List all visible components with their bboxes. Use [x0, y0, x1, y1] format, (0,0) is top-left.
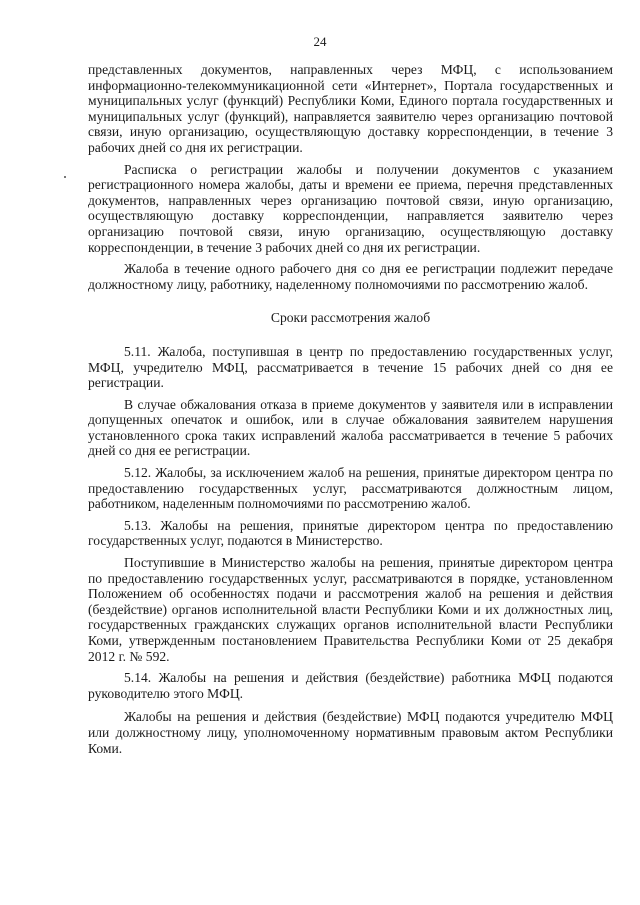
paragraph-5-11: 5.11. Жалоба, поступившая в центр по предоставлению государственных услуг, МФЦ, учредителю МФЦ, рассматривается в течение 15 рабочих дней со дня ее регистрации. [88, 343, 613, 391]
paragraph-mfc-founder: Жалобы на решения и действия (бездействие) МФЦ подаются учредителю МФЦ или должностному лицу, уполномоченному нормативным правовым актом Республики Коми. [88, 709, 613, 756]
paragraph-5-12: 5.12. Жалобы, за исключением жалоб на решения, принятые директором центра по предоставлению государственных услуг, рассматриваются должностным лицом, работником, наделенным полномочиями по рассмотрению жалоб. [88, 465, 613, 512]
document-body [88, 62, 613, 756]
margin-mark [64, 176, 66, 178]
paragraph-5-14: 5.14. Жалобы на решения и действия (бездействие) работника МФЦ подаются руководителю этого МФЦ. [88, 670, 613, 701]
paragraph-receipt: Расписка о регистрации жалобы и получении документов с указанием регистрационного номера жалобы, даты и времени ее приема, перечня представленных документов, направленных через организацию почтовой связи, иную организацию, осуществляющую доставку корреспонденции, направляется заявителю через организацию почтовой связи, иную организацию, осуществляющую доставку корреспонденции, в течение 3 рабочих дней со дня их регистрации. [88, 161, 613, 255]
paragraph-refusal: В случае обжалования отказа в приеме документов у заявителя или в исправлении допущенных опечаток и ошибок, или в случае обжалования заявителем нарушения установленного срока таких исправлений жалоба рассматривается в течение 5 рабочих дней со дня ее регистрации. [88, 396, 613, 459]
section-heading: Сроки рассмотрения жалоб [270, 310, 431, 326]
page-number: 24 [313, 34, 327, 49]
paragraph-ministry: Поступившие в Министерство жалобы на решения, принятые директором центра по предоставлению государственных услуг, рассматриваются в порядке, установленном Положением об особенностях подачи и рассмотрения жалоб на решения и действия (бездействие) органов исполнительной власти Республики Коми и их должностных лиц, государственных гражданских служащих органов исполнительной власти Республики Коми, утвержденным постановлением Правительства Республики Коми от 25 декабря 2012 г. № 592. [88, 555, 613, 664]
paragraph-continuation: представленных документов, направленных через МФЦ, с использованием информационно-телекоммуникационной сети «Интернет», Портала государственных и муниципальных услуг (функций) Республики Коми, Единого портала государственных и муниципальных услуг (функций), направляется заявителю через организацию почтовой связи, иную организацию, осуществляющую доставку корреспонденции, в течение 3 рабочих дней со дня их регистрации. [88, 62, 613, 155]
paragraph-5-13: 5.13. Жалобы на решения, принятые директором центра по предоставлению государственных услуг, подаются в Министерство. [88, 517, 613, 549]
paragraph-transfer: Жалоба в течение одного рабочего дня со дня ее регистрации подлежит передаче должностному лицу, работнику, наделенному полномочиями по рассмотрению жалоб. [88, 261, 613, 292]
